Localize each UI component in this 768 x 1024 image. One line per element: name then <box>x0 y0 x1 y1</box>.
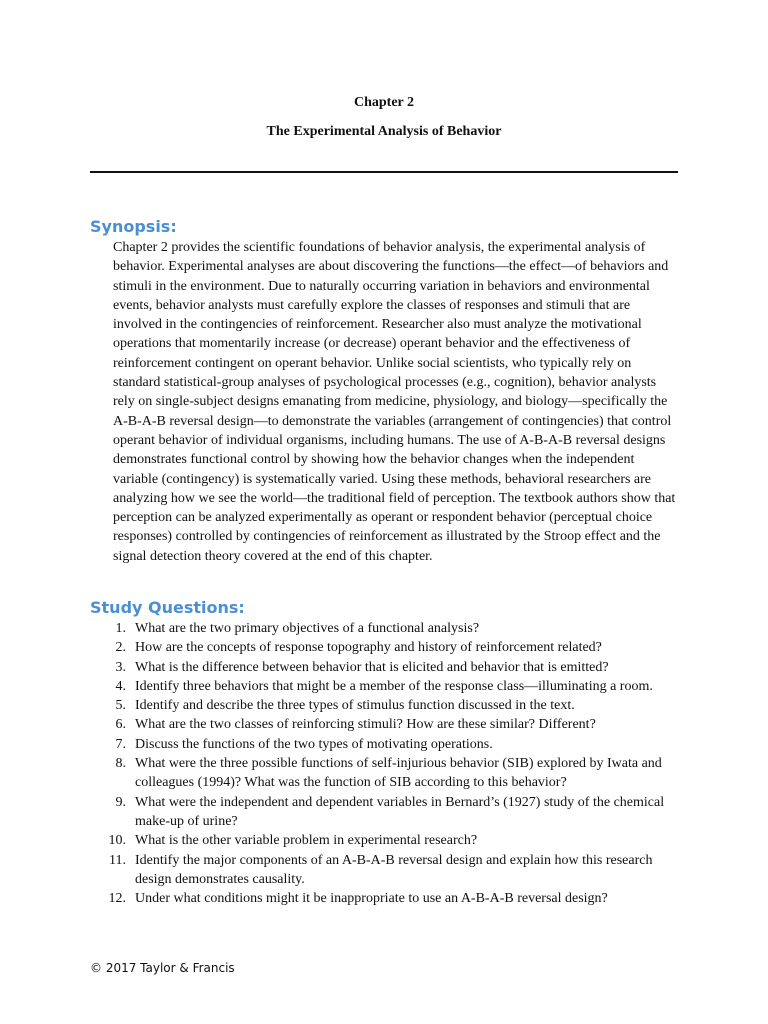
list-item <box>90 677 680 696</box>
question-text: Identify three behaviors that might be a member of the response class—illuminating a room. <box>135 678 653 694</box>
question-text: What is the other variable problem in experimental research? <box>135 833 478 849</box>
list-item <box>90 851 680 890</box>
chapter-title: The Experimental Analysis of Behavior <box>266 124 502 139</box>
list-item <box>90 831 680 850</box>
question-number: 12. <box>108 891 126 907</box>
study-questions-heading: Study Questions: <box>90 598 245 617</box>
question-number: 4. <box>115 678 126 694</box>
question-text: Under what conditions might it be inappropriate to use an A-B-A-B reversal design? <box>135 891 608 907</box>
question-number: 11. <box>109 852 126 868</box>
question-number: 2. <box>115 640 126 656</box>
synopsis-heading: Synopsis: <box>90 217 177 236</box>
study-questions-list <box>90 619 680 908</box>
question-number: 10. <box>108 833 126 849</box>
list-item <box>90 889 680 908</box>
question-number: 6. <box>115 717 126 733</box>
question-number: 7. <box>115 736 126 752</box>
list-item <box>90 754 680 793</box>
question-text: What were the independent and dependent variables in Bernard’s (1927) study of the chemical make-up of urine? <box>135 794 665 829</box>
question-number: 5. <box>115 698 126 714</box>
list-item <box>90 793 680 832</box>
list-item <box>90 658 680 677</box>
question-text: What is the difference between behavior that is elicited and behavior that is emitted? <box>135 659 609 675</box>
copyright-footer: © 2017 Taylor & Francis <box>90 961 235 975</box>
question-number: 9. <box>115 794 126 810</box>
list-item <box>90 619 680 638</box>
question-text: What are the two classes of reinforcing stimuli? How are these similar? Different? <box>135 717 596 733</box>
list-item <box>90 696 680 715</box>
question-text: How are the concepts of response topography and history of reinforcement related? <box>135 640 602 656</box>
list-item <box>90 638 680 657</box>
list-item <box>90 715 680 734</box>
question-text: What were the three possible functions of self-injurious behavior (SIB) explored by Iwata and colleagues (1994)? What was the function of SIB according to this behavior? <box>135 756 662 791</box>
question-text: Identify the major components of an A-B-A-B reversal design and explain how this research design demonstrates causality. <box>135 852 653 887</box>
question-text: Discuss the functions of the two types of motivating operations. <box>135 736 493 752</box>
question-number: 8. <box>115 756 126 772</box>
question-number: 3. <box>115 659 126 675</box>
list-item <box>90 735 680 754</box>
synopsis-paragraph: Chapter 2 provides the scientific foundations of behavior analysis, the experimental analysis of behavior. Experimental analyses are about discovering the functions—the effect—of behaviors and stimuli in the environment. Due to naturally occurring variation in behaviors and environmental events, behavior analysts must carefully explore the classes of responses and stimuli that are involved in the contingencies of reinforcement. Researcher also must analyze the motivational operations that momentarily increase (or decrease) operant behavior and the effectiveness of reinforcement contingent on operant behavior. Unlike social scientists, who typically rely on standard statistical-group analyses of psychological processes (e.g., cognition), behavior analysts rely on single-subject designs emanating from medicine, physiology, and biology—specifically the A-B-A-B reversal design—to demonstrate the variables (arrangement of contingencies) that control operant behavior of individual organisms, including humans. The use of A-B-A-B reversal designs demonstrates functional control by showing how the behavior changes when the independent variable (contingency) is systematically varied. Using these methods, behavioral researchers are analyzing how we see the world—the traditional field of perception. The textbook authors show that perception can be analyzed experimentally as operant or respondent behavior (perceptual choice responses) controlled by contingencies of reinforcement as illustrated by the Stroop effect and the signal detection theory covered at the end of this chapter. <box>113 240 676 564</box>
question-number: 1. <box>115 621 126 636</box>
question-text: Identify and describe the three types of stimulus function discussed in the text. <box>135 698 575 714</box>
document-header <box>0 94 768 141</box>
question-text: What are the two primary objectives of a functional analysis? <box>135 621 480 636</box>
header-divider <box>90 171 678 173</box>
chapter-number: Chapter 2 <box>353 95 415 110</box>
